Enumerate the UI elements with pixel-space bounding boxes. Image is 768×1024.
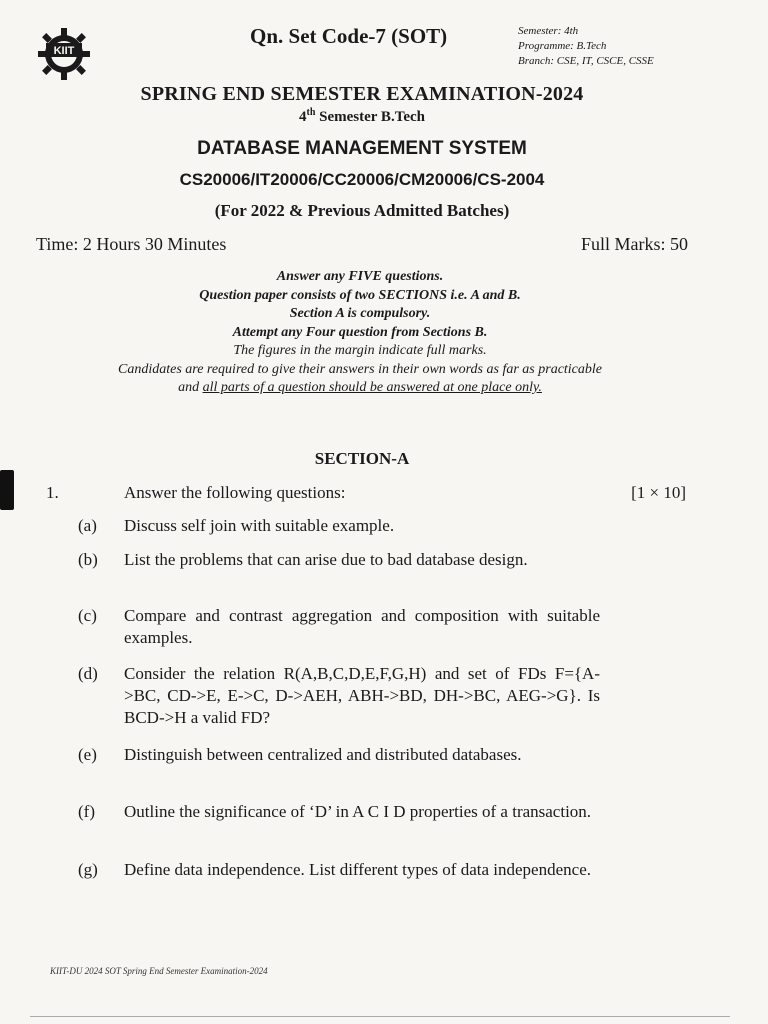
subquestion-label: (c) [78, 606, 97, 625]
subquestion-text: Discuss self join with suitable example. [124, 516, 395, 535]
programme-label: Programme: B.Tech [518, 40, 607, 52]
university-logo [38, 28, 90, 80]
exam-title: SPRING END SEMESTER EXAMINATION-2024 [140, 83, 584, 105]
subquestion-label: (e) [78, 745, 97, 764]
exam-time: Time: 2 Hours 30 Minutes [36, 234, 227, 254]
subquestion-label: (d) [78, 664, 98, 683]
scan-edge-mark [0, 470, 14, 510]
subquestion-label: (f) [78, 802, 95, 821]
question-text: Answer the following questions: [124, 483, 346, 502]
subquestion [78, 549, 600, 571]
subquestion-text: Define data independence. List different types of data independence. [124, 860, 591, 879]
branch-label: Branch: CSE, IT, CSCE, CSSE [518, 55, 654, 67]
section-a-heading: SECTION-A [314, 449, 410, 468]
subquestion [78, 663, 600, 729]
exam-meta [518, 24, 654, 69]
full-marks: Full Marks: 50 [580, 234, 688, 254]
instruction-line: Section A is compulsory. [289, 306, 431, 321]
instruction-line: The figures in the margin indicate full marks. [233, 343, 487, 358]
subquestion [78, 515, 600, 537]
page-edge-line [30, 1016, 730, 1017]
instruction-line: Answer any FIVE questions. [276, 269, 444, 284]
subquestion [78, 801, 600, 823]
subquestion [78, 744, 600, 766]
question-number: 1. [46, 483, 59, 502]
batches-note: (For 2022 & Previous Admitted Batches) [214, 201, 510, 220]
subquestion [78, 859, 600, 881]
instruction-line: Attempt any Four question from Sections B. [232, 324, 488, 340]
subquestion [78, 605, 600, 649]
subquestion-text: List the problems that can arise due to bad database design. [124, 550, 528, 569]
subquestion-label: (a) [78, 516, 97, 535]
instruction-line: Question paper consists of two SECTIONS i.e. A and B. [199, 287, 521, 303]
subquestion-label: (g) [78, 860, 98, 879]
question-marks: [1 × 10] [631, 483, 686, 502]
instruction-line: Candidates are required to give their answers in their own words as far as practicable [117, 361, 603, 377]
subquestion-text: Consider the relation R(A,B,C,D,E,F,G,H) and set of FDs F={A->BC, CD->E, E->C, D->AEH, ABH->BD, DH->BC, AEG->G}. Is BCD->H a valid FD? [124, 664, 600, 727]
subquestion-text: Distinguish between centralized and distributed databases. [124, 745, 522, 764]
subquestion-text: Outline the significance of ‘D’ in A C I D properties of a transaction. [124, 802, 592, 821]
semester-title: 4th Semester B.Tech [299, 107, 425, 125]
page-footer: KIIT-DU 2024 SOT Spring End Semester Examination-2024 [50, 966, 268, 976]
course-codes: CS20006/IT20006/CC20006/CM20006/CS-2004 [179, 170, 545, 189]
subquestion-label: (b) [78, 550, 98, 569]
semester-label: Semester: 4th [518, 25, 579, 37]
subject-title: DATABASE MANAGEMENT SYSTEM [197, 138, 527, 159]
subquestion-text: Compare and contrast aggregation and composition with suitable examples. [124, 606, 600, 647]
instruction-line: and all parts of a question should be answered at one place only. [178, 380, 542, 395]
question-set-code: Qn. Set Code-7 (SOT) [250, 24, 448, 48]
svg-text:KIIT: KIIT [53, 45, 75, 57]
instructions [0, 268, 720, 398]
